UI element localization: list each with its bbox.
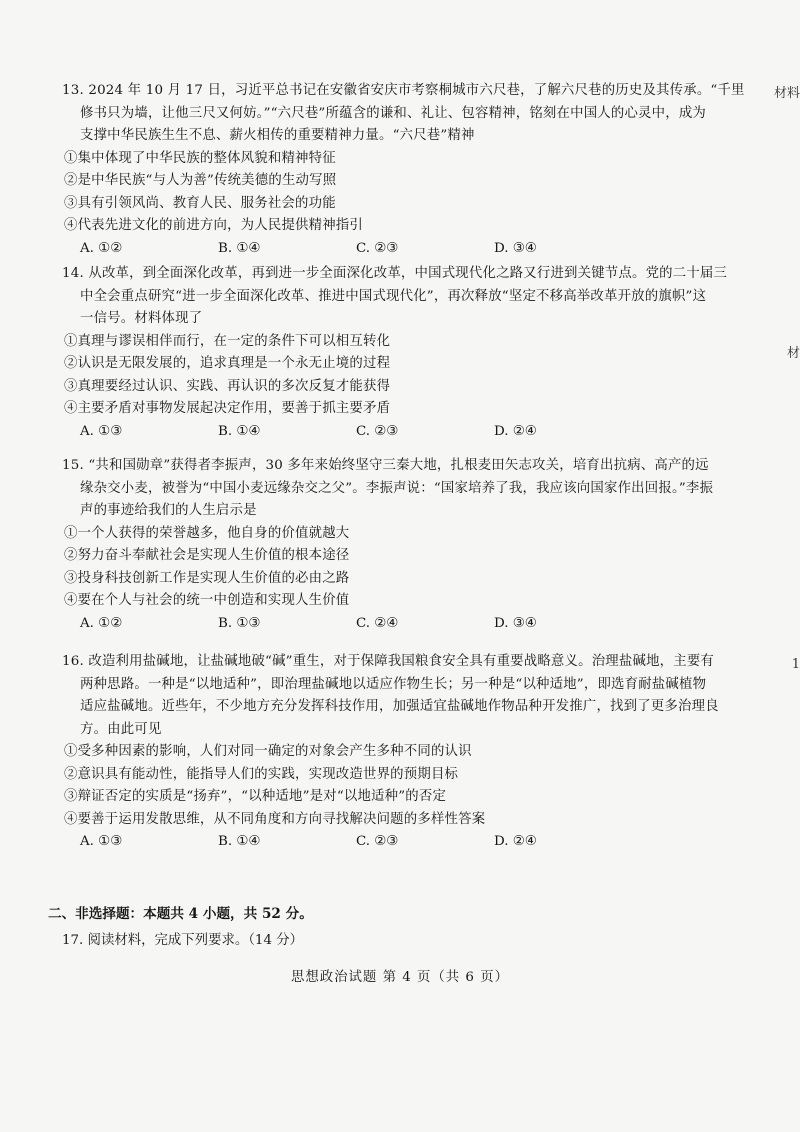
question-stem: 13. 2024 年 10 月 17 日，习近平总书记在安徽省安庆市考察桐城市六尺巷，了解六尺巷的历史及其传承。“千里 xyxy=(62,83,745,98)
section-title: 二、非选择题：本题共 4 小题，共 52 分。 xyxy=(48,906,313,922)
choice-c: C. ②③ xyxy=(356,240,399,256)
question-stem: 声的事迹给我们的人生启示是 xyxy=(80,503,257,518)
question-stem: 缘杂交小麦，被誉为“中国小麦远缘杂交之父”。李振声说：“国家培养了我，我应该向国家作出回报。”李振 xyxy=(80,480,714,496)
question-stem: 中全会重点研究“进一步全面深化改革、推进中国式现代化”，再次释放“坚定不移高举改革开放的旗帜”这 xyxy=(80,288,707,304)
question-16 xyxy=(62,651,719,854)
edge-text: 材料 xyxy=(773,86,800,101)
question-stem: 修书只为墙，让他三尺又何妨。”“六尺巷”所蕴含的谦和、礼让、包容精神，铭刻在中国人的心灵中，成为 xyxy=(80,105,707,121)
choice-d: D. ③④ xyxy=(494,615,537,631)
answer-choices xyxy=(62,238,702,261)
choice-c: C. ②③ xyxy=(356,423,399,439)
choice-b: B. ①③ xyxy=(218,615,261,631)
choice-c: C. ②③ xyxy=(356,834,399,849)
edge-text: 1 xyxy=(791,657,800,672)
choice-d: D. ②④ xyxy=(494,423,537,439)
choice-a: A. ①② xyxy=(80,240,123,256)
choice-d: D. ③④ xyxy=(494,240,537,256)
option-statement: ②努力奋斗奉献社会是实现人生价值的根本途径 xyxy=(64,548,350,563)
question-15 xyxy=(62,455,714,635)
question-stem: 方。由此可见 xyxy=(80,721,162,737)
option-statement: ③具有引领风尚、教育人民、服务社会的功能 xyxy=(64,195,336,211)
answer-choices xyxy=(62,613,702,636)
question-14 xyxy=(62,263,728,443)
option-statement: ③投身科技创新工作是实现人生价值的必由之路 xyxy=(64,570,350,586)
choice-a: A. ①③ xyxy=(80,834,123,849)
choice-c: C. ②④ xyxy=(356,615,399,631)
option-statement: ①受多种因素的影响，人们对同一确定的对象会产生多种不同的认识 xyxy=(64,744,472,759)
choice-b: B. ①④ xyxy=(218,423,261,439)
option-statement: ②意识具有能动性，能指导人们的实践，实现改造世界的预期目标 xyxy=(64,766,459,782)
question-17: 17. 阅读材料，完成下列要求。（14 分） xyxy=(62,933,304,948)
question-stem: 14. 从改革，到全面深化改革，再到进一步全面深化改革，中国式现代化之路又行进到关键节点。党的二十届三 xyxy=(62,266,728,281)
option-statement: ④要善于运用发散思维，从不同角度和方向寻找解决问题的多样性答案 xyxy=(64,811,486,827)
edge-text: 材 xyxy=(786,346,800,361)
question-stem: 支撑中华民族生生不息、薪火相传的重要精神力量。“六尺巷”精神 xyxy=(80,128,475,143)
page-footer: 思想政治试题 第 4 页（共 6 页） xyxy=(290,970,509,985)
option-statement: ④要在个人与社会的统一中创造和实现人生价值 xyxy=(64,593,350,608)
choice-a: A. ①③ xyxy=(80,423,123,439)
option-statement: ①真理与谬误相伴而行，在一定的条件下可以相互转化 xyxy=(64,333,391,349)
option-statement: ③辩证否定的实质是“扬弃”，“以种适地”是对“以地适种”的否定 xyxy=(64,789,447,804)
choice-d: D. ②④ xyxy=(494,834,537,849)
option-statement: ②是中华民族“与人为善”传统美德的生动写照 xyxy=(64,173,337,188)
question-stem: 一信号。材料体现了 xyxy=(80,311,203,326)
question-stem: 两种思路。一种是“以地适种”，即治理盐碱地以适应作物生长；另一种是“以种适地”，即选育耐盐碱植物 xyxy=(80,676,707,692)
choice-a: A. ①② xyxy=(80,615,123,631)
option-statement: ③真理要经过认识、实践、再认识的多次反复才能获得 xyxy=(64,378,391,394)
question-stem: 15. “共和国勋章”获得者李振声，30 多年来始终坚守三秦大地，扎根麦田矢志攻关，培育出抗病、高产的远 xyxy=(62,458,709,473)
option-statement: ①一个人获得的荣誉越多，他自身的价值就越大 xyxy=(64,525,350,541)
answer-choices xyxy=(62,421,702,444)
choice-b: B. ①④ xyxy=(218,834,261,849)
option-statement: ②认识是无限发展的，追求真理是一个永无止境的过程 xyxy=(64,356,391,371)
question-stem: 16. 改造利用盐碱地，让盐碱地破“碱”重生，对于保障我国粮食安全具有重要战略意义。治理盐碱地，主要有 xyxy=(62,654,715,669)
question-stem: 适应盐碱地。近些年，不少地方充分发挥科技作用，加强适宜盐碱地作物品种开发推广，找到了更多治理良 xyxy=(80,699,719,714)
question-13 xyxy=(62,80,745,260)
option-statement: ④代表先进文化的前进方向，为人民提供精神指引 xyxy=(64,218,363,233)
choice-b: B. ①④ xyxy=(218,240,261,256)
answer-choices xyxy=(62,831,702,854)
option-statement: ④主要矛盾对事物发展起决定作用，要善于抓主要矛盾 xyxy=(64,401,391,416)
option-statement: ①集中体现了中华民族的整体风貌和精神特征 xyxy=(64,150,336,166)
